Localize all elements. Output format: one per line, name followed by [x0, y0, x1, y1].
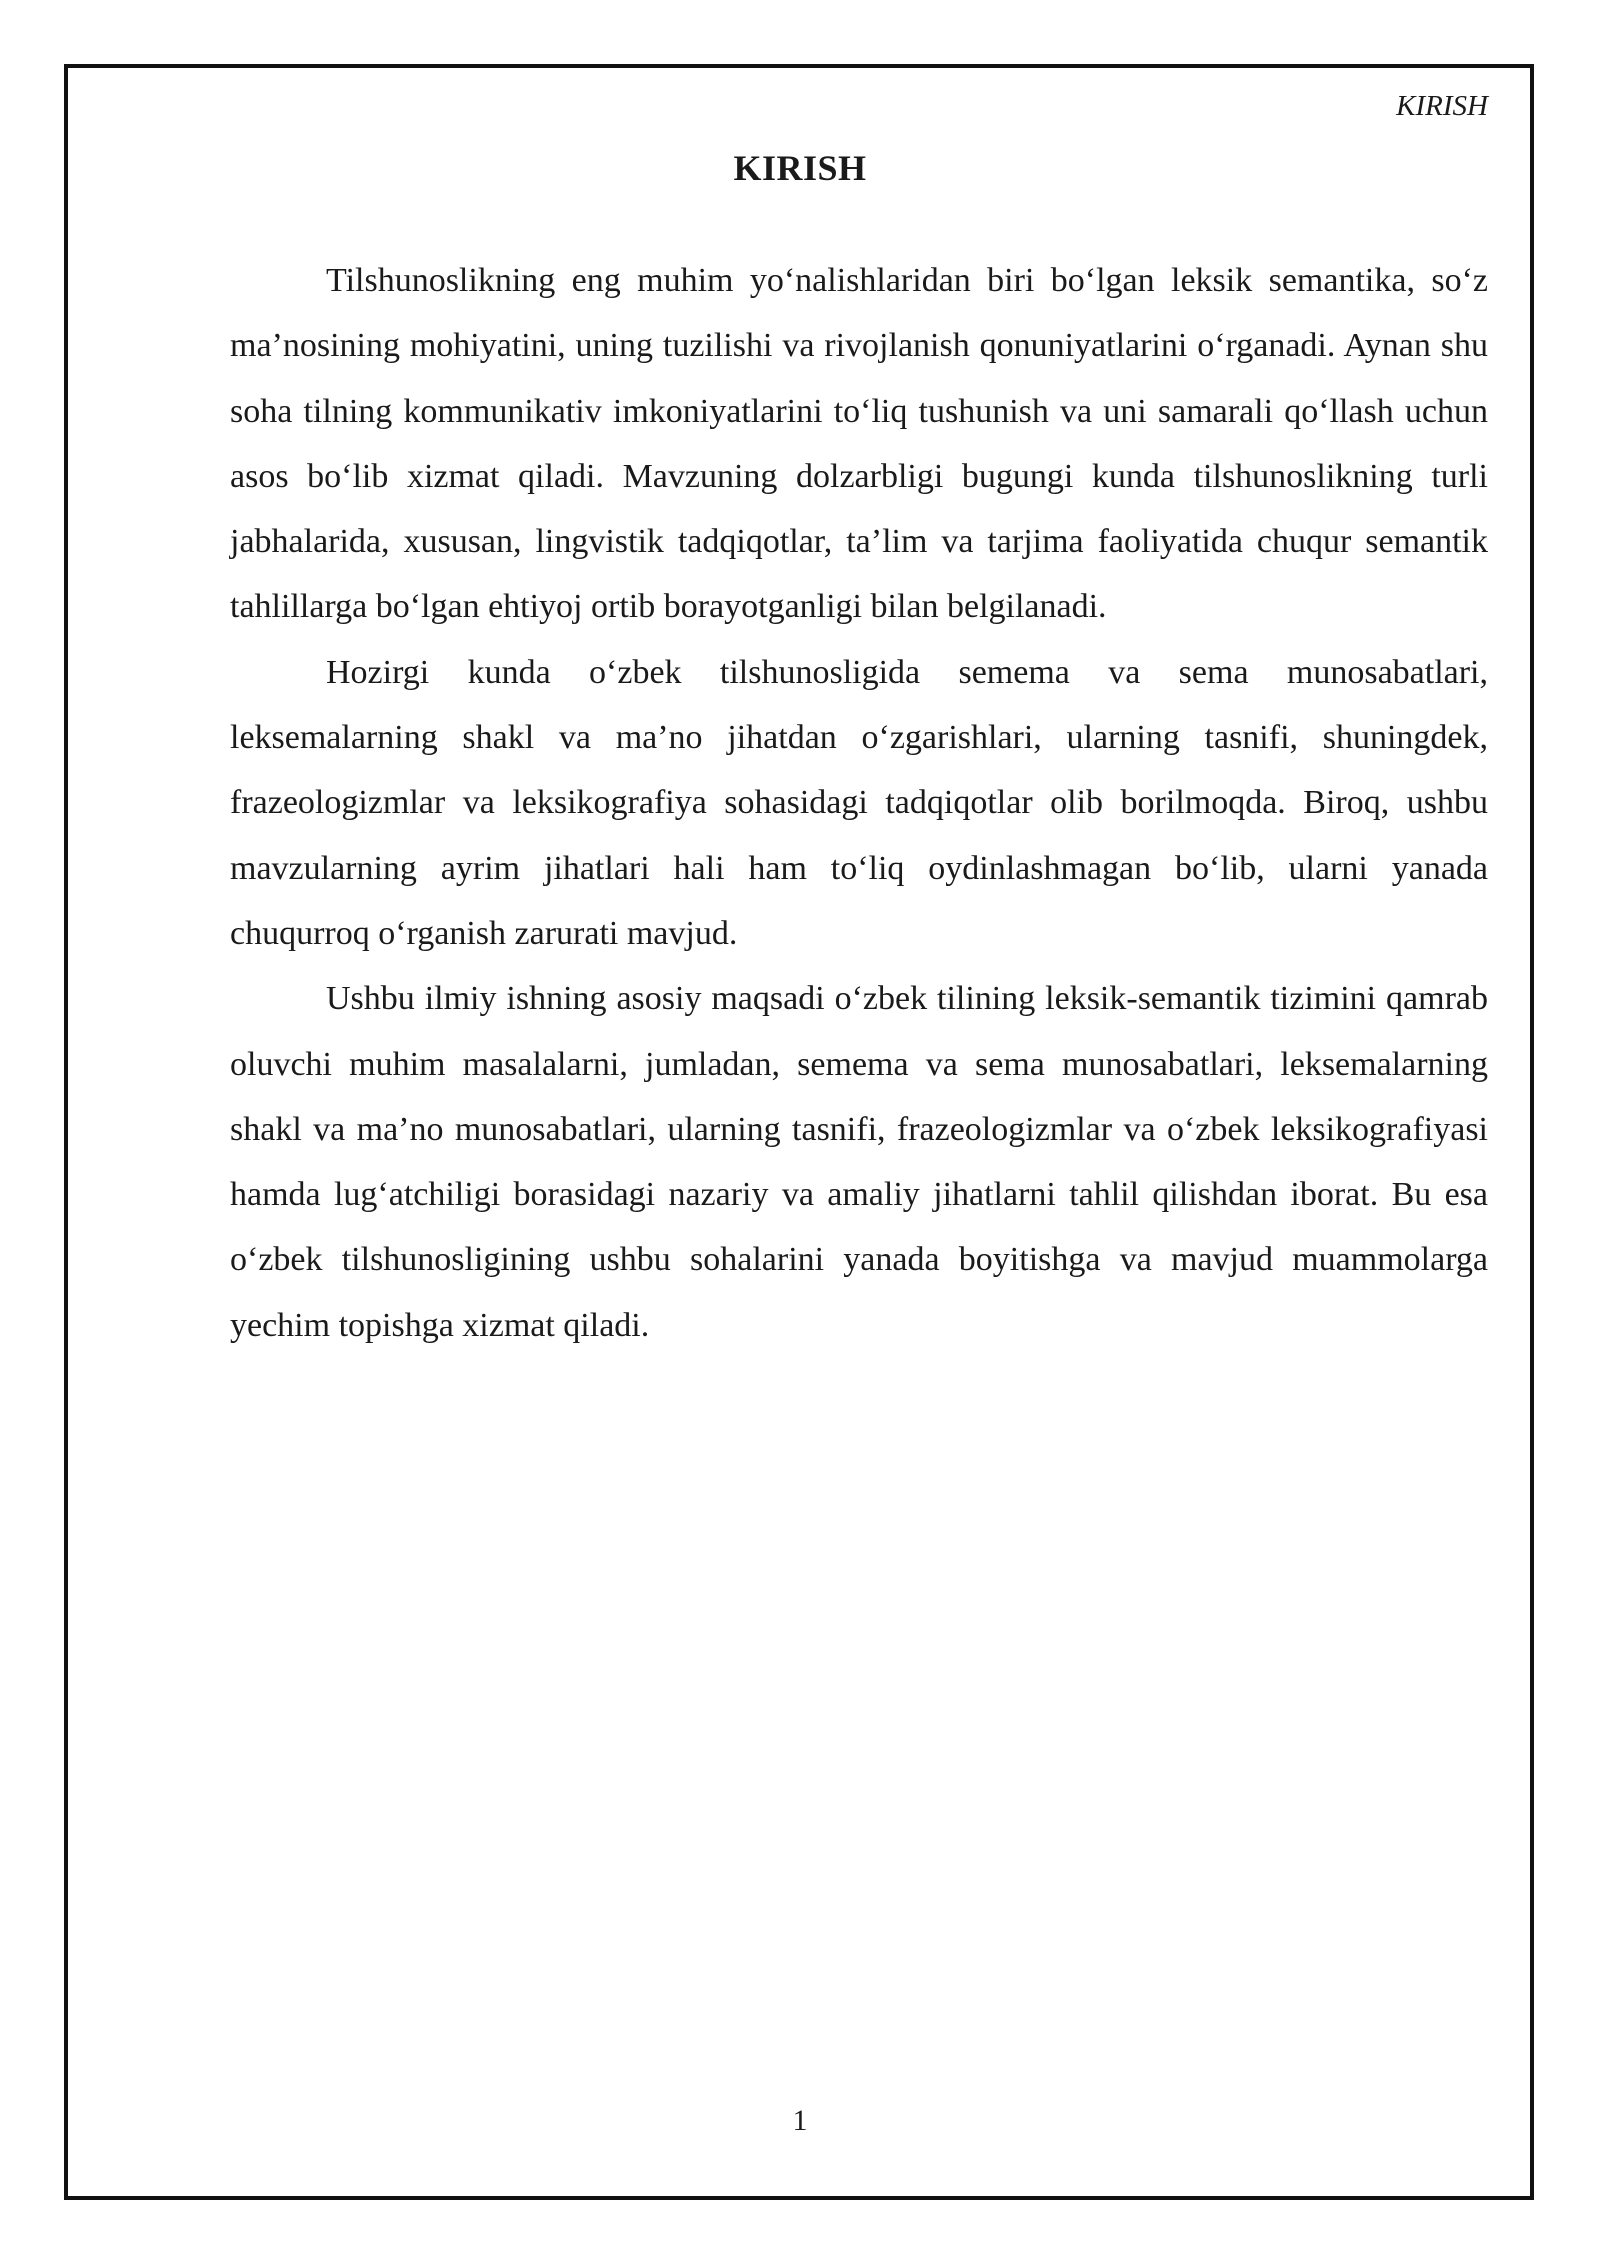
body-text — [230, 248, 1488, 1358]
paragraph-1: Tilshunoslikning eng muhim yo‘nalishlaridan biri bo‘lgan leksik semantika, so‘z ma’nosining mohiyatini, uning tuzilishi va rivojlanish qonuniyatlarini o‘rganadi. Aynan shu soha tilning kommunikativ imkoniyatlarini to‘liq tushunish va uni samarali qo‘llash uchun asos bo‘lib xizmat qiladi. Mavzuning dolzarbligi bugungi kunda tilshunoslikning turli jabhalarida, xususan, lingvistik tadqiqotlar, ta’lim va tarjima faoliyatida chuqur semantik tahlillarga bo‘lgan ehtiyoj ortib borayotganligi bilan belgilanadi. — [230, 262, 1488, 626]
page-title: KIRISH — [733, 148, 867, 188]
page-number: 1 — [792, 2104, 808, 2137]
running-header: KIRISH — [1396, 90, 1488, 122]
paragraph-2: Hozirgi kunda o‘zbek tilshunosligida semema va sema munosabatlari, leksemalarning shakl va ma’no jihatdan o‘zgarishlari, ularning tasnifi, shuningdek, frazeologizmlar va leksikografiya sohasidagi tadqiqotlar olib borilmoqda. Biroq, ushbu mavzularning ayrim jihatlari hali ham to‘liq oydinlashmagan bo‘lib, ularni yanada chuqurroq o‘rganish zarurati mavjud. — [230, 653, 1488, 952]
paragraph-3: Ushbu ilmiy ishning asosiy maqsadi o‘zbek tilining leksik-semantik tizimini qamrab oluvchi muhim masalalarni, jumladan, semema va sema munosabatlari, leksemalarning shakl va ma’no munosabatlari, ularning tasnifi, frazeologizmlar va o‘zbek leksikografiyasi hamda lug‘atchiligi borasidagi nazariy va amaliy jihatlarni tahlil qilishdan iborat. Bu esa o‘zbek tilshunosligining ushbu sohalarini yanada boyitishga va mavjud muammolarga yechim topishga xizmat qiladi. — [230, 980, 1488, 1344]
